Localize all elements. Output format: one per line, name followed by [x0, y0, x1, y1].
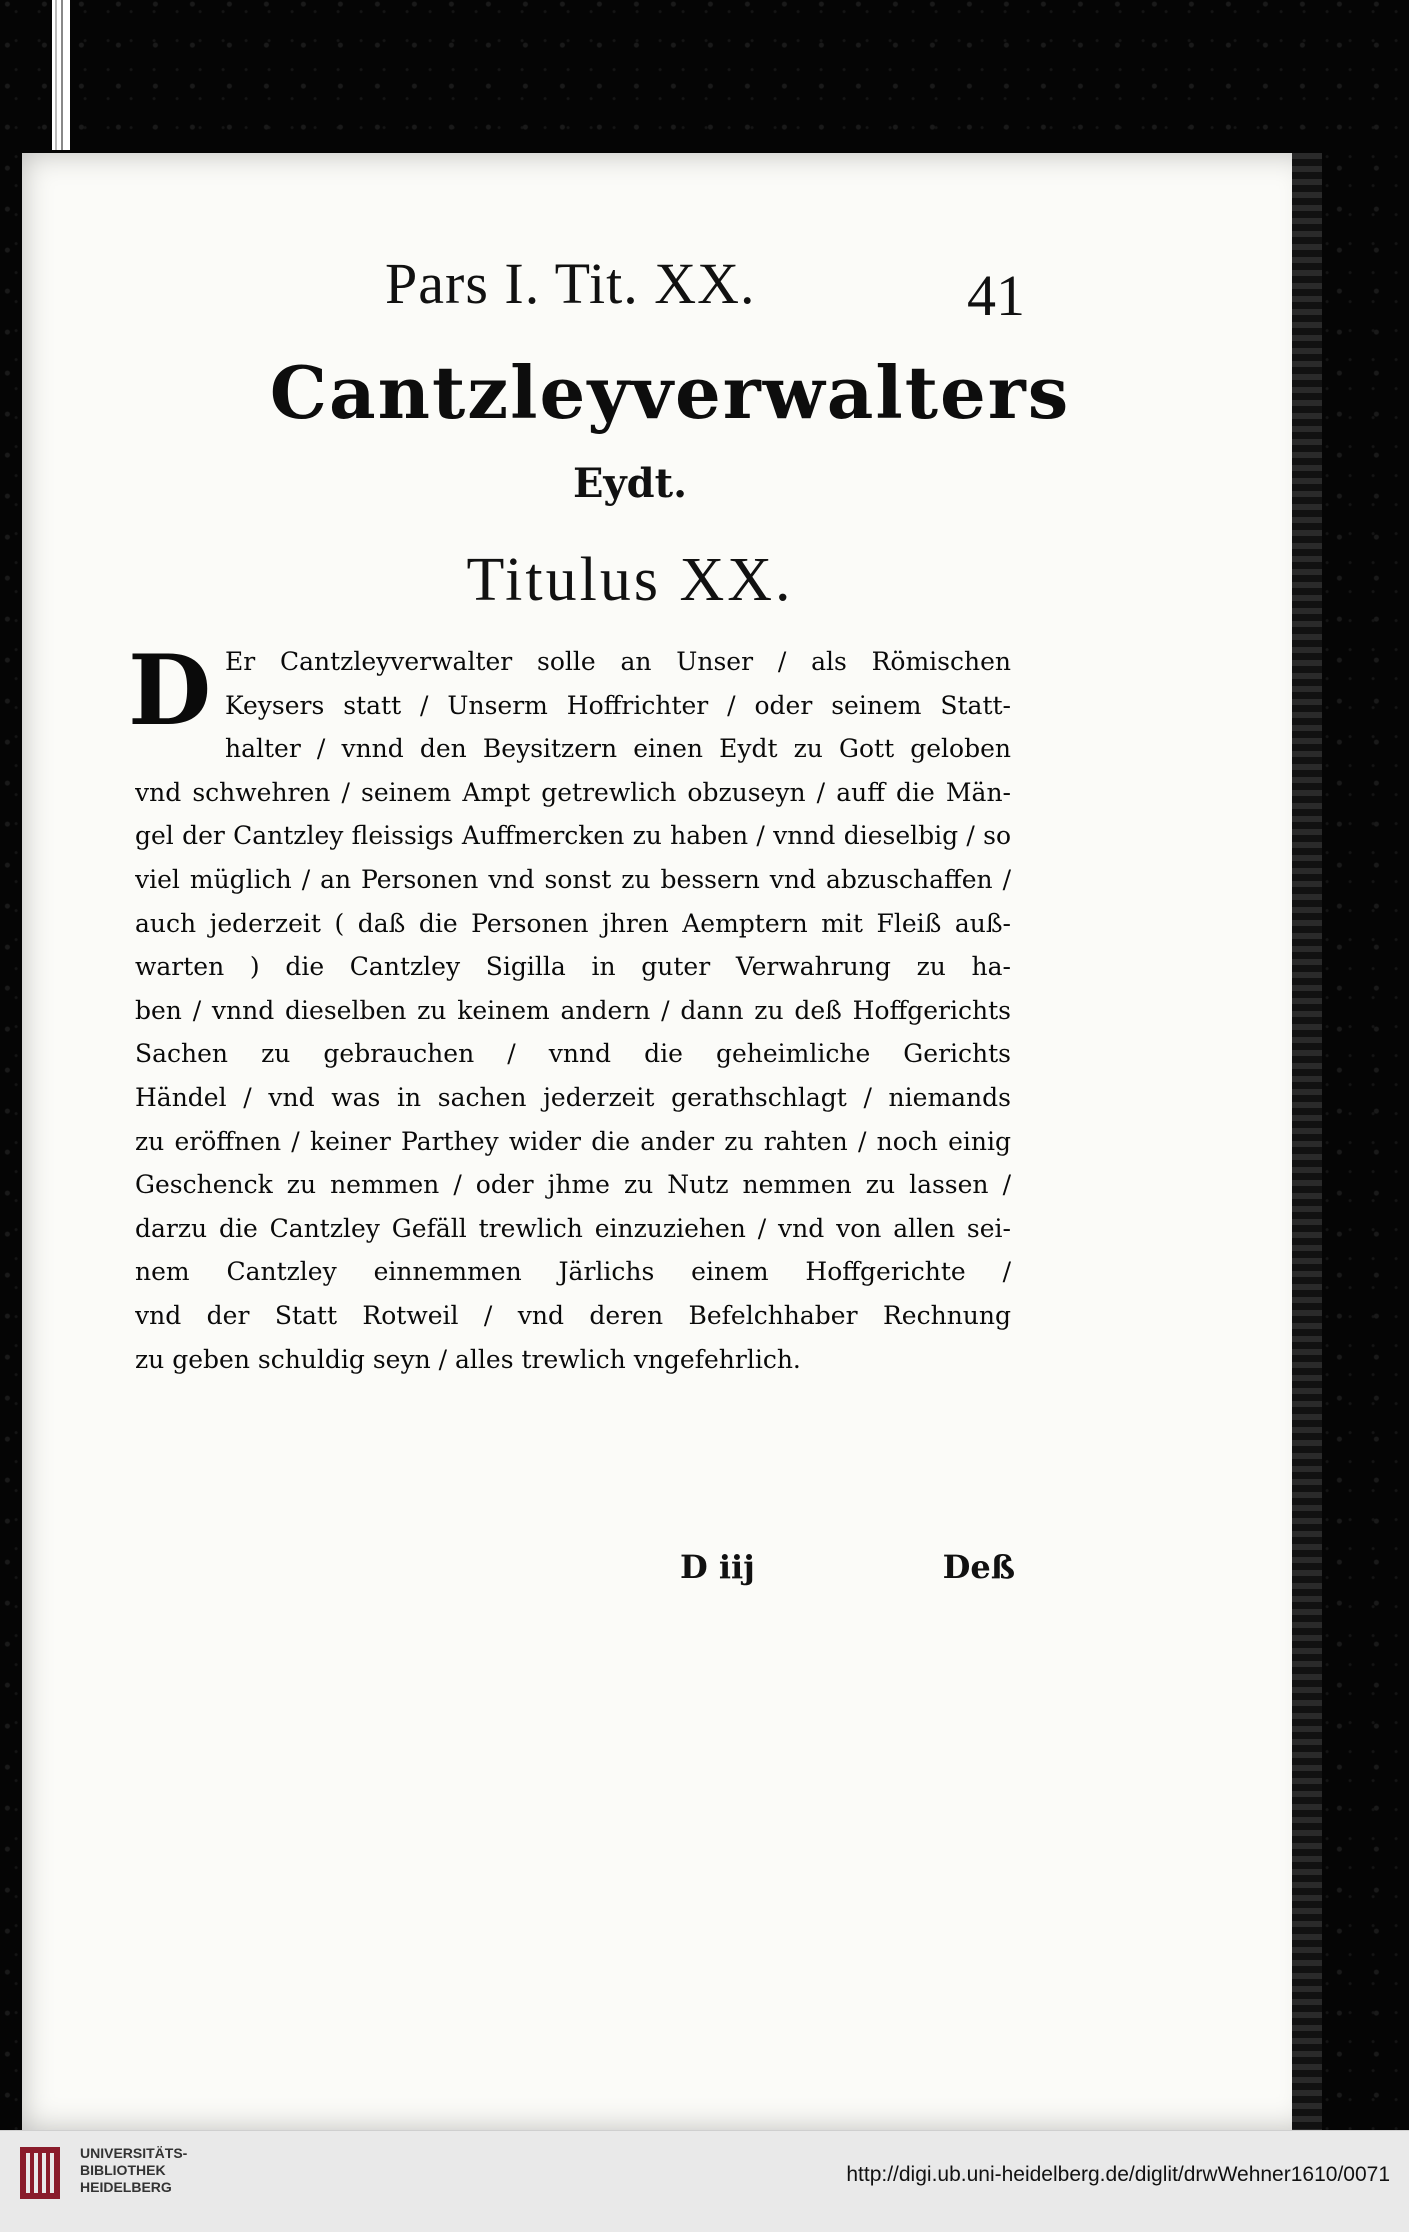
text-line: ben / vnnd dieselben zu keinem andern / dann zu deß Hoffgerichts — [135, 995, 1011, 1025]
binding-strip — [52, 0, 70, 150]
text-line: vnd der Statt Rotweil / vnd deren Befelchhaber Rechnung — [135, 1300, 1011, 1330]
titulus-heading: Titulus XX. — [466, 546, 794, 614]
text-line: warten ) die Cantzley Sigilla in guter Verwahrung zu ha- — [135, 952, 1011, 982]
body-text — [135, 640, 1011, 1381]
page-edge — [1292, 153, 1322, 2130]
chapter-subtitle: Eydt. — [572, 460, 688, 507]
permalink-url[interactable]: http://digi.ub.uni-heidelberg.de/diglit/drwWehner1610/0071 — [846, 2163, 1390, 2186]
library-name: UNIVERSITÄTS- BIBLIOTHEK HEIDELBERG — [80, 2145, 188, 2195]
text-line: gel der Cantzley fleissigs Auffmercken zu haben / vnnd dieselbig / so — [135, 821, 1011, 851]
text-line: Keysers statt / Unserm Hoffrichter / oder seinem Statt- — [225, 690, 1011, 720]
text-line: Sachen zu gebrauchen / vnnd die geheimliche Gerichts — [135, 1039, 1011, 1069]
text-line: viel müglich / an Personen vnd sonst zu bessern vnd abzuschaffen / — [135, 864, 1011, 894]
text-line: Geschenck zu nemmen / oder jhme zu Nutz nemmen zu lassen / — [135, 1170, 1011, 1200]
text-line: Händel / vnd was in sachen jederzeit gerathschlagt / niemands — [135, 1082, 1011, 1112]
drop-capital: D — [128, 634, 212, 747]
text-line: vnd schwehren / seinem Ampt getrewlich obzuseyn / auff die Män- — [135, 777, 1011, 807]
text-line: zu geben schuldig seyn / alles trewlich vngefehrlich. — [135, 1344, 801, 1374]
text-line: auch jederzeit ( daß die Personen jhren Aemptern mit Fleiß auß- — [135, 908, 1011, 938]
text-line: halter / vnnd den Beysitzern einen Eydt zu Gott geloben — [225, 734, 1011, 764]
library-logo-icon — [18, 2143, 62, 2203]
page-number: 41 — [967, 263, 1025, 328]
catchword: Deß — [942, 1548, 1015, 1586]
text-line: zu eröffnen / keiner Parthey wider die ander zu rahten / noch einig — [135, 1126, 1011, 1156]
text-line: Er Cantzleyverwalter solle an Unser / als Römischen — [225, 647, 1011, 676]
signature-mark: D iij — [680, 1548, 755, 1586]
text-line: nem Cantzley einnemmen Järlichs einem Hoffgerichte / — [135, 1257, 1011, 1287]
running-head: Pars I. Tit. XX. — [385, 251, 756, 316]
text-line: darzu die Cantzley Gefäll trewlich einzuziehen / vnd von allen sei- — [135, 1213, 1011, 1243]
chapter-title: Cantzleyverwalters — [269, 350, 1071, 435]
